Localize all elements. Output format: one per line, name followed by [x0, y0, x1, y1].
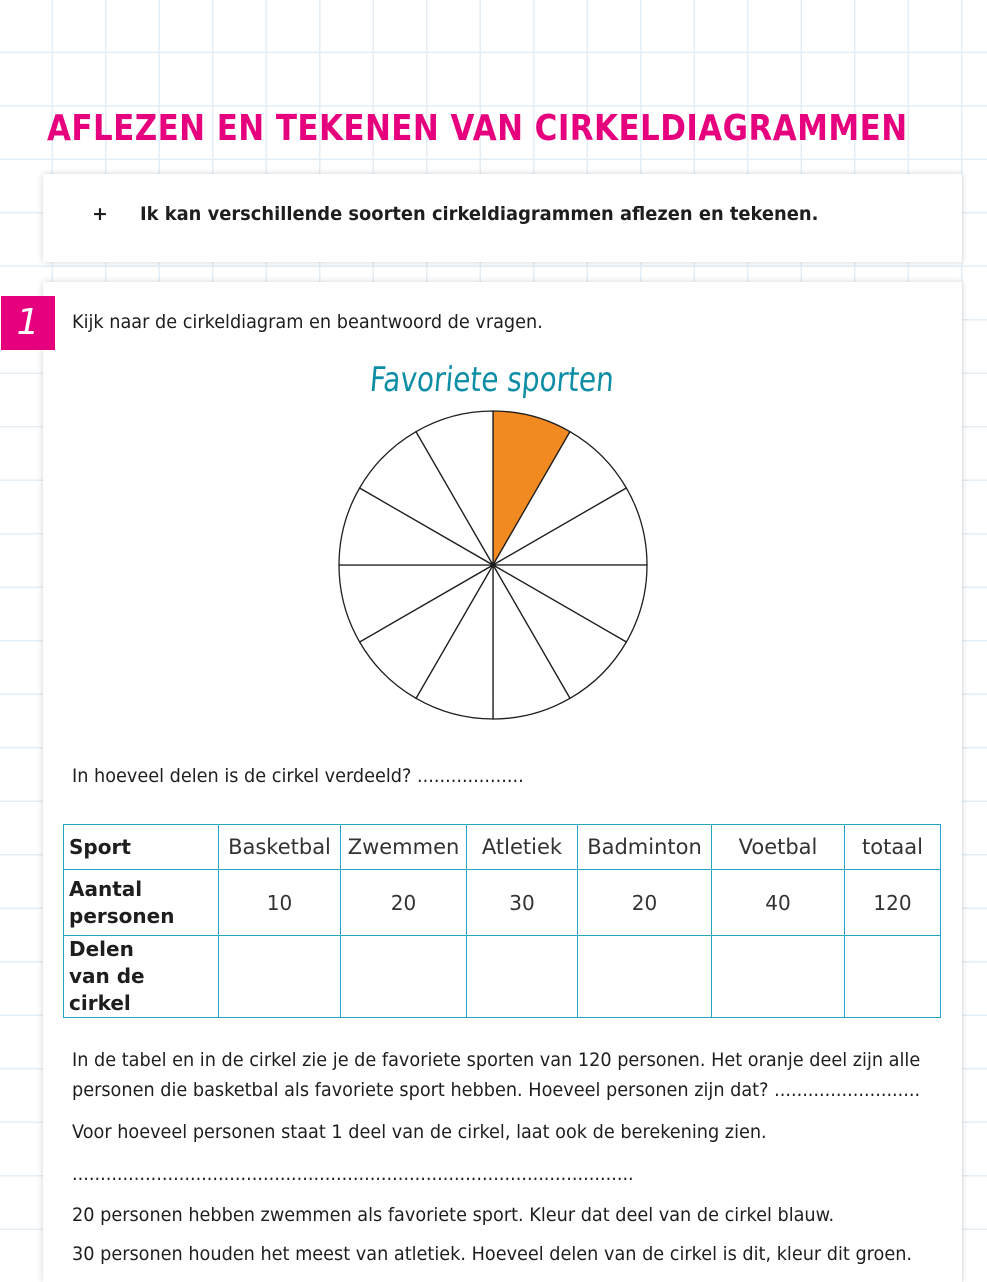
count-cell: 20: [578, 870, 712, 936]
swimming-instruction: 20 personen hebben zwemmen als favoriete sport. Kleur dat deel van de cirkel blauw.: [72, 1204, 835, 1226]
page-title: AFLEZEN EN TEKENEN VAN CIRKELDIAGRAMMEN: [47, 108, 908, 149]
sport-cell-voetbal: Voetbal: [712, 825, 845, 870]
parts-answer-cell[interactable]: [341, 936, 467, 1018]
exercise-number: 1: [1, 296, 55, 350]
exercise-instruction: Kijk naar de cirkeldiagram en beantwoord de vragen.: [72, 311, 543, 333]
question-one-part: Voor hoeveel personen staat 1 deel van de cirkel, laat ook de berekening zien.: [72, 1121, 767, 1143]
count-cell: 40: [712, 870, 845, 936]
table-row-parts: [64, 936, 941, 1018]
sport-cell-totaal: totaal: [845, 825, 941, 870]
row-header-line: Sport: [69, 834, 131, 859]
count-cell: 10: [219, 870, 341, 936]
pie-chart: [330, 403, 656, 729]
question-parts: In hoeveel delen is de cirkel verdeeld? ...................: [72, 765, 524, 787]
row-header-line: Aantal: [69, 876, 143, 901]
goal-text: Ik kan verschillende soorten cirkeldiagrammen aflezen en tekenen.: [140, 203, 819, 225]
count-cell: 20: [341, 870, 467, 936]
sport-cell-zwemmen: Zwemmen: [341, 825, 467, 870]
row-header-sport: [64, 825, 219, 870]
athletics-instruction: 30 personen houden het meest van atletiek. Hoeveel delen van de cirkel is dit, kleur dit groen.: [72, 1243, 913, 1265]
parts-answer-cell[interactable]: [578, 936, 712, 1018]
paragraph-line-2: personen die basketbal als favoriete sport hebben. Hoeveel personen zijn dat? ..........................: [72, 1079, 921, 1101]
answer-line[interactable]: ....................................................................................................: [72, 1163, 634, 1185]
table-row-sport: [64, 825, 941, 870]
count-cell: 30: [467, 870, 578, 936]
learning-goal-box: [43, 174, 962, 262]
row-header-line: Delen: [69, 937, 134, 961]
row-header-line: van de cirkel: [69, 964, 145, 1015]
row-header-parts: [64, 936, 219, 1018]
chart-title: Favoriete sporten: [368, 360, 616, 400]
row-header-line: personen: [69, 903, 175, 928]
table-row-counts: [64, 870, 941, 936]
sport-cell-badminton: Badminton: [578, 825, 712, 870]
count-cell: 120: [845, 870, 941, 936]
goal-bullet: +: [92, 203, 108, 225]
sport-cell-atletiek: Atletiek: [467, 825, 578, 870]
parts-answer-cell[interactable]: [712, 936, 845, 1018]
parts-answer-cell[interactable]: [219, 936, 341, 1018]
sport-cell-basketbal: Basketbal: [219, 825, 341, 870]
sports-table: [63, 824, 941, 1018]
parts-answer-cell[interactable]: [467, 936, 578, 1018]
row-header-counts: [64, 870, 219, 936]
paragraph-line-1: In de tabel en in de cirkel zie je de favoriete sporten van 120 personen. Het oranje deel zijn alle: [72, 1049, 921, 1071]
parts-answer-cell[interactable]: [845, 936, 941, 1018]
